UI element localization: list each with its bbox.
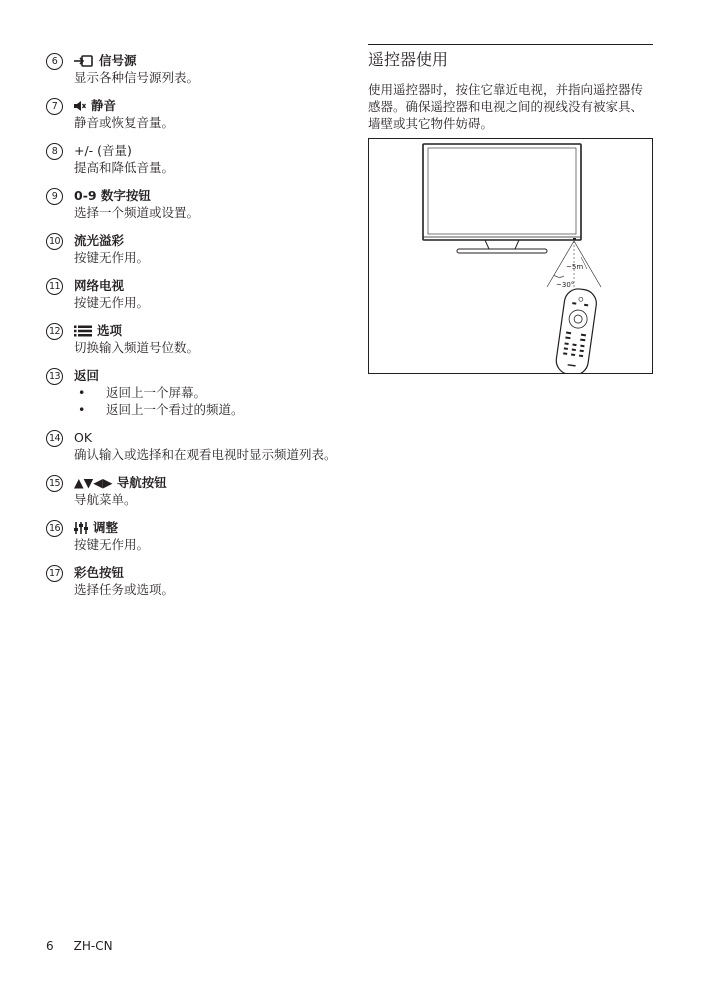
item-title: OK — [74, 430, 93, 445]
item-desc: 确认输入或选择和在观看电视时显示频道列表。 — [74, 447, 337, 462]
item-number: 7 — [46, 98, 63, 115]
tv-remote-illustration — [369, 139, 652, 373]
item-title: 调整 — [93, 520, 119, 535]
bullet-item: • 返回上一个看过的频道。 — [78, 402, 244, 417]
tv-illustration — [423, 144, 581, 253]
mute-icon — [74, 100, 86, 112]
item-number: 8 — [46, 143, 63, 160]
item-title: 选项 — [97, 323, 123, 338]
bullet-item: • 返回上一个屏幕。 — [78, 385, 207, 400]
distance-label: ~5m — [566, 263, 584, 271]
item-title: 0-9 数字按钮 — [74, 188, 151, 203]
list-item-number-keys — [46, 187, 346, 221]
list-item-net-tv — [46, 277, 346, 311]
item-number: 17 — [46, 565, 63, 582]
item-title: 返回 — [74, 368, 100, 383]
item-number: 9 — [46, 188, 63, 205]
list-item-adjust — [46, 519, 346, 553]
list-item-navigation — [46, 474, 346, 508]
item-title: 流光溢彩 — [74, 233, 125, 248]
page-number: 6 — [46, 939, 54, 953]
item-desc: 选择一个频道或设置。 — [74, 205, 200, 220]
item-title: 静音 — [91, 98, 117, 113]
item-desc: 选择任务或选项。 — [74, 582, 175, 597]
adjust-icon — [74, 522, 88, 534]
section-rule — [368, 44, 653, 45]
language-code: ZH-CN — [73, 939, 113, 953]
remote-illustration — [554, 287, 598, 373]
item-number: 10 — [46, 233, 63, 250]
item-title: 网络电视 — [74, 278, 125, 293]
remote-usage-section — [368, 44, 653, 374]
ir-sensor-cone — [547, 241, 601, 289]
section-title: 遥控器使用 — [368, 50, 449, 69]
list-item-options — [46, 322, 346, 356]
angle-label: ~30° — [556, 281, 575, 289]
list-item-mute — [46, 97, 346, 131]
item-desc: 按键无作用。 — [74, 537, 150, 552]
item-desc: 导航菜单。 — [74, 492, 137, 507]
bullet-list — [74, 384, 346, 418]
item-number: 16 — [46, 520, 63, 537]
item-desc: 提高和降低音量。 — [74, 160, 175, 175]
list-item-back — [46, 367, 346, 418]
remote-usage-figure — [368, 138, 653, 374]
item-number: 13 — [46, 368, 63, 385]
item-desc: 切换输入频道号位数。 — [74, 340, 200, 355]
item-number: 11 — [46, 278, 63, 295]
bullet-glyph: • — [78, 402, 86, 417]
item-title: 彩色按钮 — [74, 565, 125, 580]
item-title: ▲▼◀▶ 导航按钮 — [74, 475, 167, 490]
item-number: 14 — [46, 430, 63, 447]
list-item-color-keys — [46, 564, 346, 598]
page-footer — [46, 938, 113, 954]
list-item-volume — [46, 142, 346, 176]
options-list-icon — [74, 325, 92, 337]
item-desc: 显示各种信号源列表。 — [74, 70, 200, 85]
list-item-ok — [46, 429, 346, 463]
section-body: 使用遥控器时，按住它靠近电视，并指向遥控器传感器。确保遥控器和电视之间的视线没有被家具、墙壁或其它物件妨碍。 — [368, 82, 644, 131]
item-number: 15 — [46, 475, 63, 492]
item-title: 信号源 — [99, 53, 137, 68]
item-title: +/- (音量) — [74, 143, 132, 158]
list-item-source — [46, 52, 346, 86]
item-desc: 静音或恢复音量。 — [74, 115, 175, 130]
bullet-glyph: • — [78, 385, 86, 400]
item-number: 6 — [46, 53, 63, 70]
remote-button-list — [46, 52, 346, 609]
item-desc: 按键无作用。 — [74, 295, 150, 310]
item-number: 12 — [46, 323, 63, 340]
list-item-ambilight — [46, 232, 346, 266]
item-desc: 按键无作用。 — [74, 250, 150, 265]
source-icon — [74, 55, 94, 67]
